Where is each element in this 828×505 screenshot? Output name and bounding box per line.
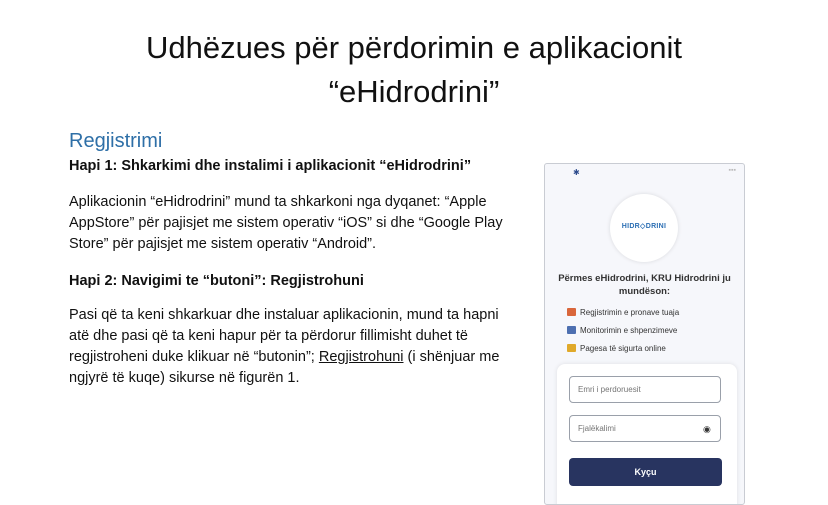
step2-line: atë dhe pasi që ta keni hapur për ta përdorur fillimisht duhet të xyxy=(69,328,468,344)
step2-heading: Hapi 2: Navigimi te “butoni”: Regjistrohuni xyxy=(69,273,364,289)
eye-off-icon[interactable]: ◉ xyxy=(703,424,711,434)
step2-text: (i shënjuar me xyxy=(403,349,500,365)
step2-line: Pasi që ta keni shkarkuar dhe instaluar aplikacionin, mund ta hapni xyxy=(69,307,499,323)
section-heading: Regjistrimi xyxy=(69,130,163,152)
feature-label: Pagesa të sigurta online xyxy=(580,344,666,353)
step2-line xyxy=(69,347,539,368)
app-logo xyxy=(610,194,678,262)
chart-icon xyxy=(567,326,576,334)
feature-item xyxy=(567,308,679,317)
step1-line: Aplikacionin “eHidrodrini” mund ta shkarkoni nga dyqanet: “Apple xyxy=(69,194,487,210)
house-icon xyxy=(567,308,576,316)
intro-text xyxy=(551,272,738,298)
step2-paragraph xyxy=(69,305,539,389)
feature-item xyxy=(567,326,677,335)
step1-line: AppStore” për pajisjet me sistem operativ “iOS” si dhe “Google Play xyxy=(69,215,503,231)
step2-line: ngjyrë të kuqe) sikurse në figurën 1. xyxy=(69,370,300,386)
feature-label: Regjistrimin e pronave tuaja xyxy=(580,308,680,317)
step1-paragraph xyxy=(69,192,539,255)
login-button[interactable]: Kyçu xyxy=(569,458,722,486)
intro-line: mundëson: xyxy=(618,286,671,297)
username-input[interactable] xyxy=(569,376,721,403)
status-bar xyxy=(545,164,744,180)
card-icon xyxy=(567,344,576,352)
intro-line: Përmes eHidrodrini, KRU Hidrodrini ju xyxy=(558,273,731,284)
feature-label: Monitorimin e shpenzimeve xyxy=(580,326,678,335)
signal-icon: ▪▪▪ xyxy=(728,167,736,174)
step1-line: Store” për pajisjet me sistem operativ “Android”. xyxy=(69,236,377,252)
step1-heading: Hapi 1: Shkarkimi dhe instalimi i aplikacionit “eHidrodrini” xyxy=(69,158,472,174)
document-title: Udhëzues për përdorimin e aplikacionit xyxy=(146,30,682,65)
step2-text: regjistroheni duke klikuar në “butonin”; xyxy=(69,349,319,365)
settings-icon: ✱ xyxy=(573,168,580,177)
logo-text: HIDR◇DRINI xyxy=(621,223,667,230)
document-title-app-name: “eHidrodrini” xyxy=(328,74,500,109)
login-card xyxy=(557,364,737,505)
register-reference: Regjistrohuni xyxy=(318,349,404,365)
password-input[interactable] xyxy=(569,415,721,442)
app-screenshot xyxy=(544,163,745,505)
feature-item xyxy=(567,344,666,353)
